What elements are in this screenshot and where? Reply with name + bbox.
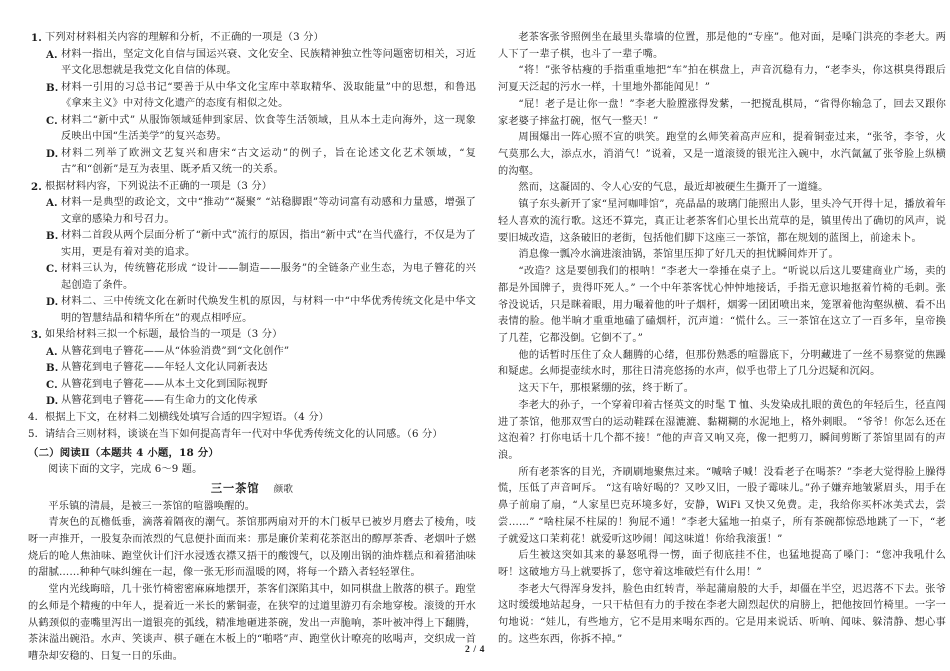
passage-paragraph: 消息像一瓢冷水滴进滚油锅，茶馆里压抑了好几天的担忧瞬间炸开了。	[518, 249, 839, 261]
question-2-option-d[interactable]	[28, 294, 476, 327]
question-2-option-b[interactable]	[28, 228, 476, 261]
passage-title: 三一茶馆	[210, 481, 260, 496]
question-2-option-c[interactable]	[28, 261, 476, 294]
passage-paragraph: “将！”张爷枯瘦的手指重重地把“车”拍在棋盘上，声音沉稳有力，“老李头，你这棋臭得跟后河夏天泛起的污水一样，十里地外都能闻见！”	[498, 65, 946, 94]
passage-title-line	[28, 479, 476, 498]
option-letter: C.	[46, 378, 58, 391]
passage-paragraph: 青灰色的瓦檐低垂，滴落着隔夜的潮气。茶馆那两扇对开的木门板早已被岁月磨去了棱角，吱呀一声推开，一股复杂而浓烈的气息便扑面而来：那是廉价茉莉花茶沤出的醇厚茶香、老烟叶子燃烧后的呛人焦油味、跑堂伙计们汗水浸透衣襟又捂干的酸馊气，以及刚出锅的油炸糕点和着猪油味的甜腻……种种气味纠缠在一起，像一张无形而温暖的网，将每一个踏入者轻轻罩住。	[28, 517, 476, 579]
option-text: 从簪花到电子簪花——从本土文化到国际视野	[61, 378, 268, 390]
question-3-option-d[interactable]	[28, 393, 476, 410]
passage-paragraph: 后生被这突如其来的暴怒吼得一愣，面子彻底挂不住，也猛地提高了嗓门：“您冲我吼什么呀！这破地方马上就要拆了，您守着这堆破烂有什么用！”	[498, 550, 946, 578]
option-letter: D.	[46, 296, 59, 309]
option-text: 从簪花到电子簪花——年轻人文化认同新表达	[61, 362, 268, 374]
passage-paragraph: 李老大的孙子，一个穿着印着古怪英文的时髦 T 恤、头发染成扎眼的黄色的年轻后生，径直闯进了茶馆，他那双雪白的运动鞋踩在湿漉漉、黏糊糊的水泥地上，格外刺眼。 “爷爷！你怎么还在这泡着？打你电话十几个都不接！”他的声音又响又亮，像一把剪刀，瞬间剪断了茶馆里固有的声浪。	[498, 399, 946, 461]
passage-paragraph: 平乐镇的清晨，是被三一茶馆的喧嚣唤醒的。	[48, 500, 256, 512]
question-2	[28, 179, 476, 196]
section-heading-reading-2: （二）阅读Ⅱ（本题共 4 小题，18 分）	[28, 446, 219, 459]
passage-paragraph: 所有老茶客的目光，齐刷刷地聚焦过来。“喊啥子喊！没看老子在喝茶？”李老大觉得脸上臊得慌，压低了声音呵斥。 “这有啥好喝的？又吵又旧，一股子霉味儿。”孙子嫌弃地皱紧眉头，用手在鼻子前扇了扇，“人家星巴克环境多好，安静，WiFi 又快又免费。走，我给你买杯冰美式去，尝尝……” “啥柱屎不柱屎的！狗屁不通！”李老大猛地一拍桌子，所有茶碗都惊恐地跳了一下，“老子就爱这口茉莉花！就爱听这吵闹！闻这味道！你给我滚蛋！”	[498, 466, 946, 545]
passage-paragraph: 这天下午，那根紧绷的弦，终于断了。	[518, 383, 695, 395]
question-1-option-d[interactable]	[28, 146, 476, 179]
question-1-number: 1.	[31, 32, 42, 44]
option-text: 材料一引用的习总书记“要善于从中华文化宝库中萃取精华、汲取能量”中的思想，和鲁迅《拿来主义》中对待文化遗产的态度有相似之处。	[61, 81, 476, 110]
question-3-number: 3.	[31, 329, 42, 342]
page-number: 2 / 4	[464, 644, 486, 655]
option-text: 从簪花到电子簪花——从“体验消费”到“文化创作”	[61, 345, 290, 357]
passage-paragraph: 堂内光线晦暗，几十张竹椅密密麻麻地摆开，茶客们深陷其中，如同棋盘上散落的棋子。跑堂的幺师是个精瘦的中年人，提着近一米长的紫铜壶，在狭窄的过道里游刃有余地穿梭。滚烫的开水从鹤颈似的壶嘴里泻出一道银亮的弧线，精准地砸进茶碗，发出一声脆响，茶叶被冲得上下翻腾，茶沫溢出碗沿。水声、笑谈声、棋子砸在木板上的“啪嗒”声、跑堂伙计嘹亮的吆喝声，交织成一首嘈杂却安稳的、日复一日的乐曲。	[28, 584, 476, 663]
question-1-stem: 下列对材料相关内容的理解和分析，不正确的一项是（3 分）	[45, 32, 324, 43]
passage-paragraph: 李老大气得浑身发抖，脸色由红转青，举起蒲扇般的大手，却僵在半空，迟迟落不下去。张爷这时缓缓地站起身，一只干枯但有力的手按在李老大剧烈起伏的肩膀上，把他按回竹椅里。一字一句地说：“娃儿，有些地方，它不是用来喝东西的。它是用来说话、听响、闻味、躲清静、想心事的。这些东西，你拆不掉。”	[498, 583, 946, 645]
question-2-number: 2.	[31, 180, 42, 193]
option-text: 材料二、三中传统文化在新时代焕发生机的原因，与材料一中“中华优秀传统文化是中华文明的智慧结晶和精华所在”的观点相呼应。	[61, 296, 476, 324]
option-text: 材料二首段从两个层面分析了“新中式”流行的原因，指出“新中式”在当代盛行，不仅是为了实用，更是有着对美的追求。	[61, 230, 476, 258]
option-letter: C.	[46, 263, 58, 276]
passage-paragraph: 然而，这凝固的、令人心安的气息，最近却被硬生生撕开了一道缝。	[518, 182, 829, 194]
option-letter: A.	[46, 48, 58, 61]
question-4: 4．根据上下文，在材料二划横线处填写合适的四字短语。（4 分）	[28, 411, 329, 423]
passage-paragraph: 周围爆出一阵心照不宣的哄笑。跑堂的幺师笑着高声应和，提着铜壶过来，“张爷，李爷，火气莫那么大，添点水，消消气！”说着，又是一道滚烫的银光注入碗中，水汽氤氲了张爷脸上纵横的沟壑。	[498, 132, 946, 177]
question-3-option-c[interactable]	[28, 377, 476, 394]
question-1-option-c[interactable]	[28, 113, 476, 146]
right-column	[498, 30, 946, 645]
option-letter: C.	[46, 114, 58, 127]
option-text: 材料三认为，传统簪花形成 “设计——制造——服务”的全链条产业生态，为电子簪花的兴起创造了条件。	[61, 263, 476, 291]
option-text: 材料一是典型的政论文，文中“推动”“凝聚” “站稳脚跟”等动词富有动感和力量感，增强了文章的感染力和号召力。	[61, 197, 476, 225]
question-1	[28, 30, 476, 47]
question-5: 5．请结合三则材料，谈谈在当下如何提高青年一代对中华优秀传统文化的认同感。（6 分）	[28, 429, 443, 441]
question-3-option-b[interactable]	[28, 360, 476, 377]
option-text: 材料二列举了欧洲文艺复兴和唐宋“古文运动”的例子，旨在论述文化艺术领域，“复古”和“创新”是互为表里、既矛盾又统一的关系。	[61, 147, 476, 176]
passage-paragraph: “改造？这是要刨我们的根呐！”李老大一拳捶在桌子上。“听说以后这儿要建商业广场，卖的都是外国牌子，贵得吓死人。” 一个中年茶客忧心忡忡地接话，手指无意识地抠着竹椅的毛刺。张爷没说话，只是眯着眼，用力嘬着他的叶子烟杆，烟雾一团团喷出来，笼罩着他沟壑纵横、看不出表情的脸。他半晌才重重地磕了磕烟杆，沉声道：“慌什么。三一茶馆在这立了一百多年，皇帝换了几茬，它都没倒。它倒不了。”	[498, 266, 946, 344]
question-3-stem: 如果给材料三拟一个标题，最恰当的一项是（3 分）	[45, 329, 283, 341]
option-letter: D.	[46, 395, 59, 408]
option-text: 材料一指出，坚定文化自信与国运兴衰、文化安全、民族精神独立性等问题密切相关，习近平文化思想就是我党文化自信的体现。	[61, 48, 476, 77]
option-letter: D.	[46, 147, 59, 160]
option-letter: A.	[46, 197, 58, 210]
option-letter: B.	[46, 362, 59, 375]
section-instruction: 阅读下面的文字，完成 6～9 题。	[48, 463, 203, 475]
option-text: 材料二“新中式” 从服饰领域延伸到家居、饮食等生活领域，且从本土走向海外，这一现象反映出中国“生活美学”的复兴态势。	[61, 114, 476, 143]
question-1-option-a[interactable]	[28, 47, 476, 80]
passage-paragraph: 老茶客张爷照例坐在最里头靠墙的位置，那是他的“专座”。他对面，是嗓门洪亮的李老大。两人下了一辈子棋，也斗了一辈子嘴。	[498, 32, 946, 60]
option-letter: A.	[46, 345, 58, 358]
question-1-option-b[interactable]	[28, 80, 476, 113]
passage-paragraph: 他的话暂时压住了众人翻腾的心绪，但那份熟悉的喧嚣底下，分明藏进了一丝不易察觉的焦躁和疑虑。幺师提壶续水时，那往日清亮悠扬的水声，似乎也带上了几分迟疑和沉闷。	[498, 349, 946, 378]
question-2-option-a[interactable]	[28, 195, 476, 228]
option-letter: B.	[46, 81, 59, 94]
passage-paragraph: “屁！老子是让你一盘！”李老大脸膛涨得发紫，一把搅乱棋局，“省得你输急了，回去又跟你家老婆子摔盆打碗，怄气一整天！”	[498, 98, 946, 127]
question-2-stem: 根据材料内容，下列说法不正确的一项是（3 分）	[45, 180, 273, 192]
option-letter: B.	[46, 230, 59, 243]
option-text: 从簪花到电子簪花——有生命力的文化传承	[61, 395, 258, 407]
question-3-option-a[interactable]	[28, 344, 476, 361]
passage-paragraph: 镇子东头新开了家“星河咖啡馆”，亮晶晶的玻璃门能照出人影，里头冷气开得十足，播放着年轻人喜欢的流行歌。这还不算完，真正让老茶客们心里长出荒草的是，镇里传出了确切的风声，说要旧城改造，这条破旧的老街，包括他们脚下这座三一茶馆，都在规划的蓝图上，前途未卜。	[498, 199, 946, 244]
passage-author: 颜歌	[273, 484, 294, 496]
question-3	[28, 327, 476, 344]
